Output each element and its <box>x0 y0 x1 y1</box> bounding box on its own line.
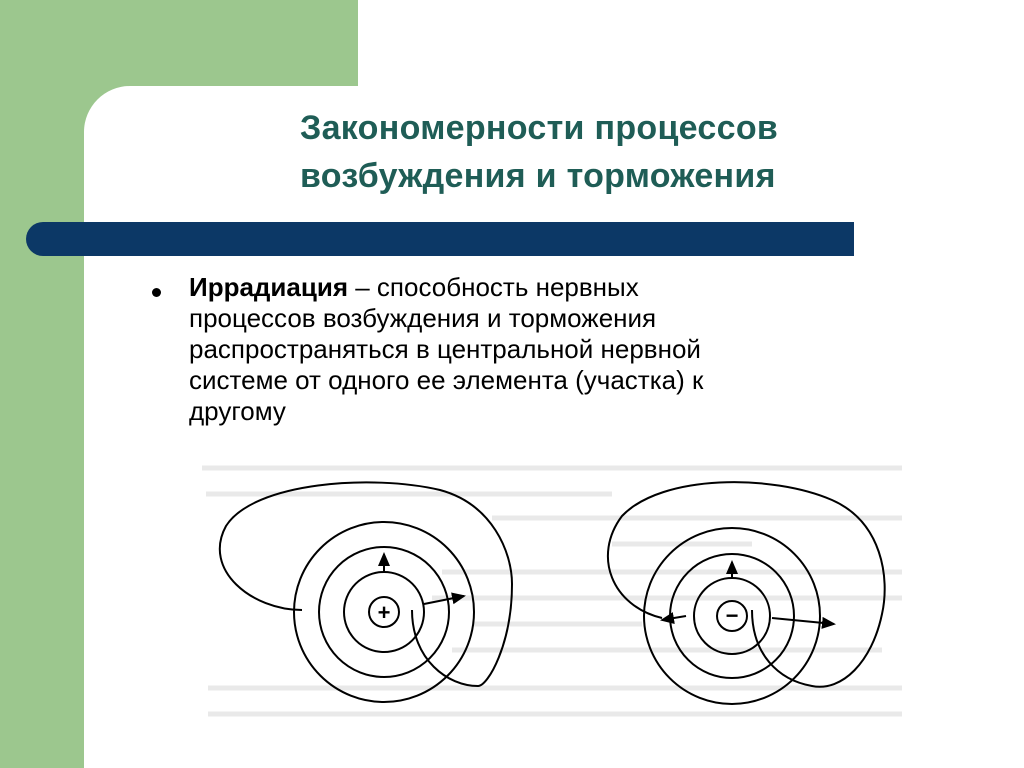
title-line-1: Закономерности процессов <box>300 109 779 147</box>
inhibition-arrow-right <box>772 618 834 624</box>
bullet-text <box>189 272 889 427</box>
bullet-dot-icon <box>152 288 161 297</box>
bullet-line-1 <box>189 272 889 303</box>
bullet-definition-start: – способность нервных <box>348 272 639 302</box>
irradiation-diagram <box>192 460 912 742</box>
title-underline-bar <box>26 222 854 256</box>
title-line-2: возбуждения и торможения <box>300 157 776 195</box>
bullet-line-3: распространяться в центральной нервной <box>189 334 701 364</box>
bullet-line-2: процессов возбуждения и торможения <box>189 303 657 333</box>
excitation-spiral <box>220 482 512 686</box>
inhibition-arrow-left <box>662 616 686 620</box>
excitation-diagram <box>220 482 512 702</box>
slide-title <box>300 104 1000 200</box>
bullet-line-4: системе от одного ее элемента (участка) к <box>189 365 704 395</box>
bullet-term: Иррадиация <box>189 272 348 302</box>
bullet-line-5: другому <box>189 396 286 426</box>
inhibition-diagram <box>608 482 885 704</box>
inhibition-center-symbol: − <box>725 603 739 628</box>
scan-texture <box>202 468 902 714</box>
excitation-center-symbol: + <box>377 600 391 625</box>
